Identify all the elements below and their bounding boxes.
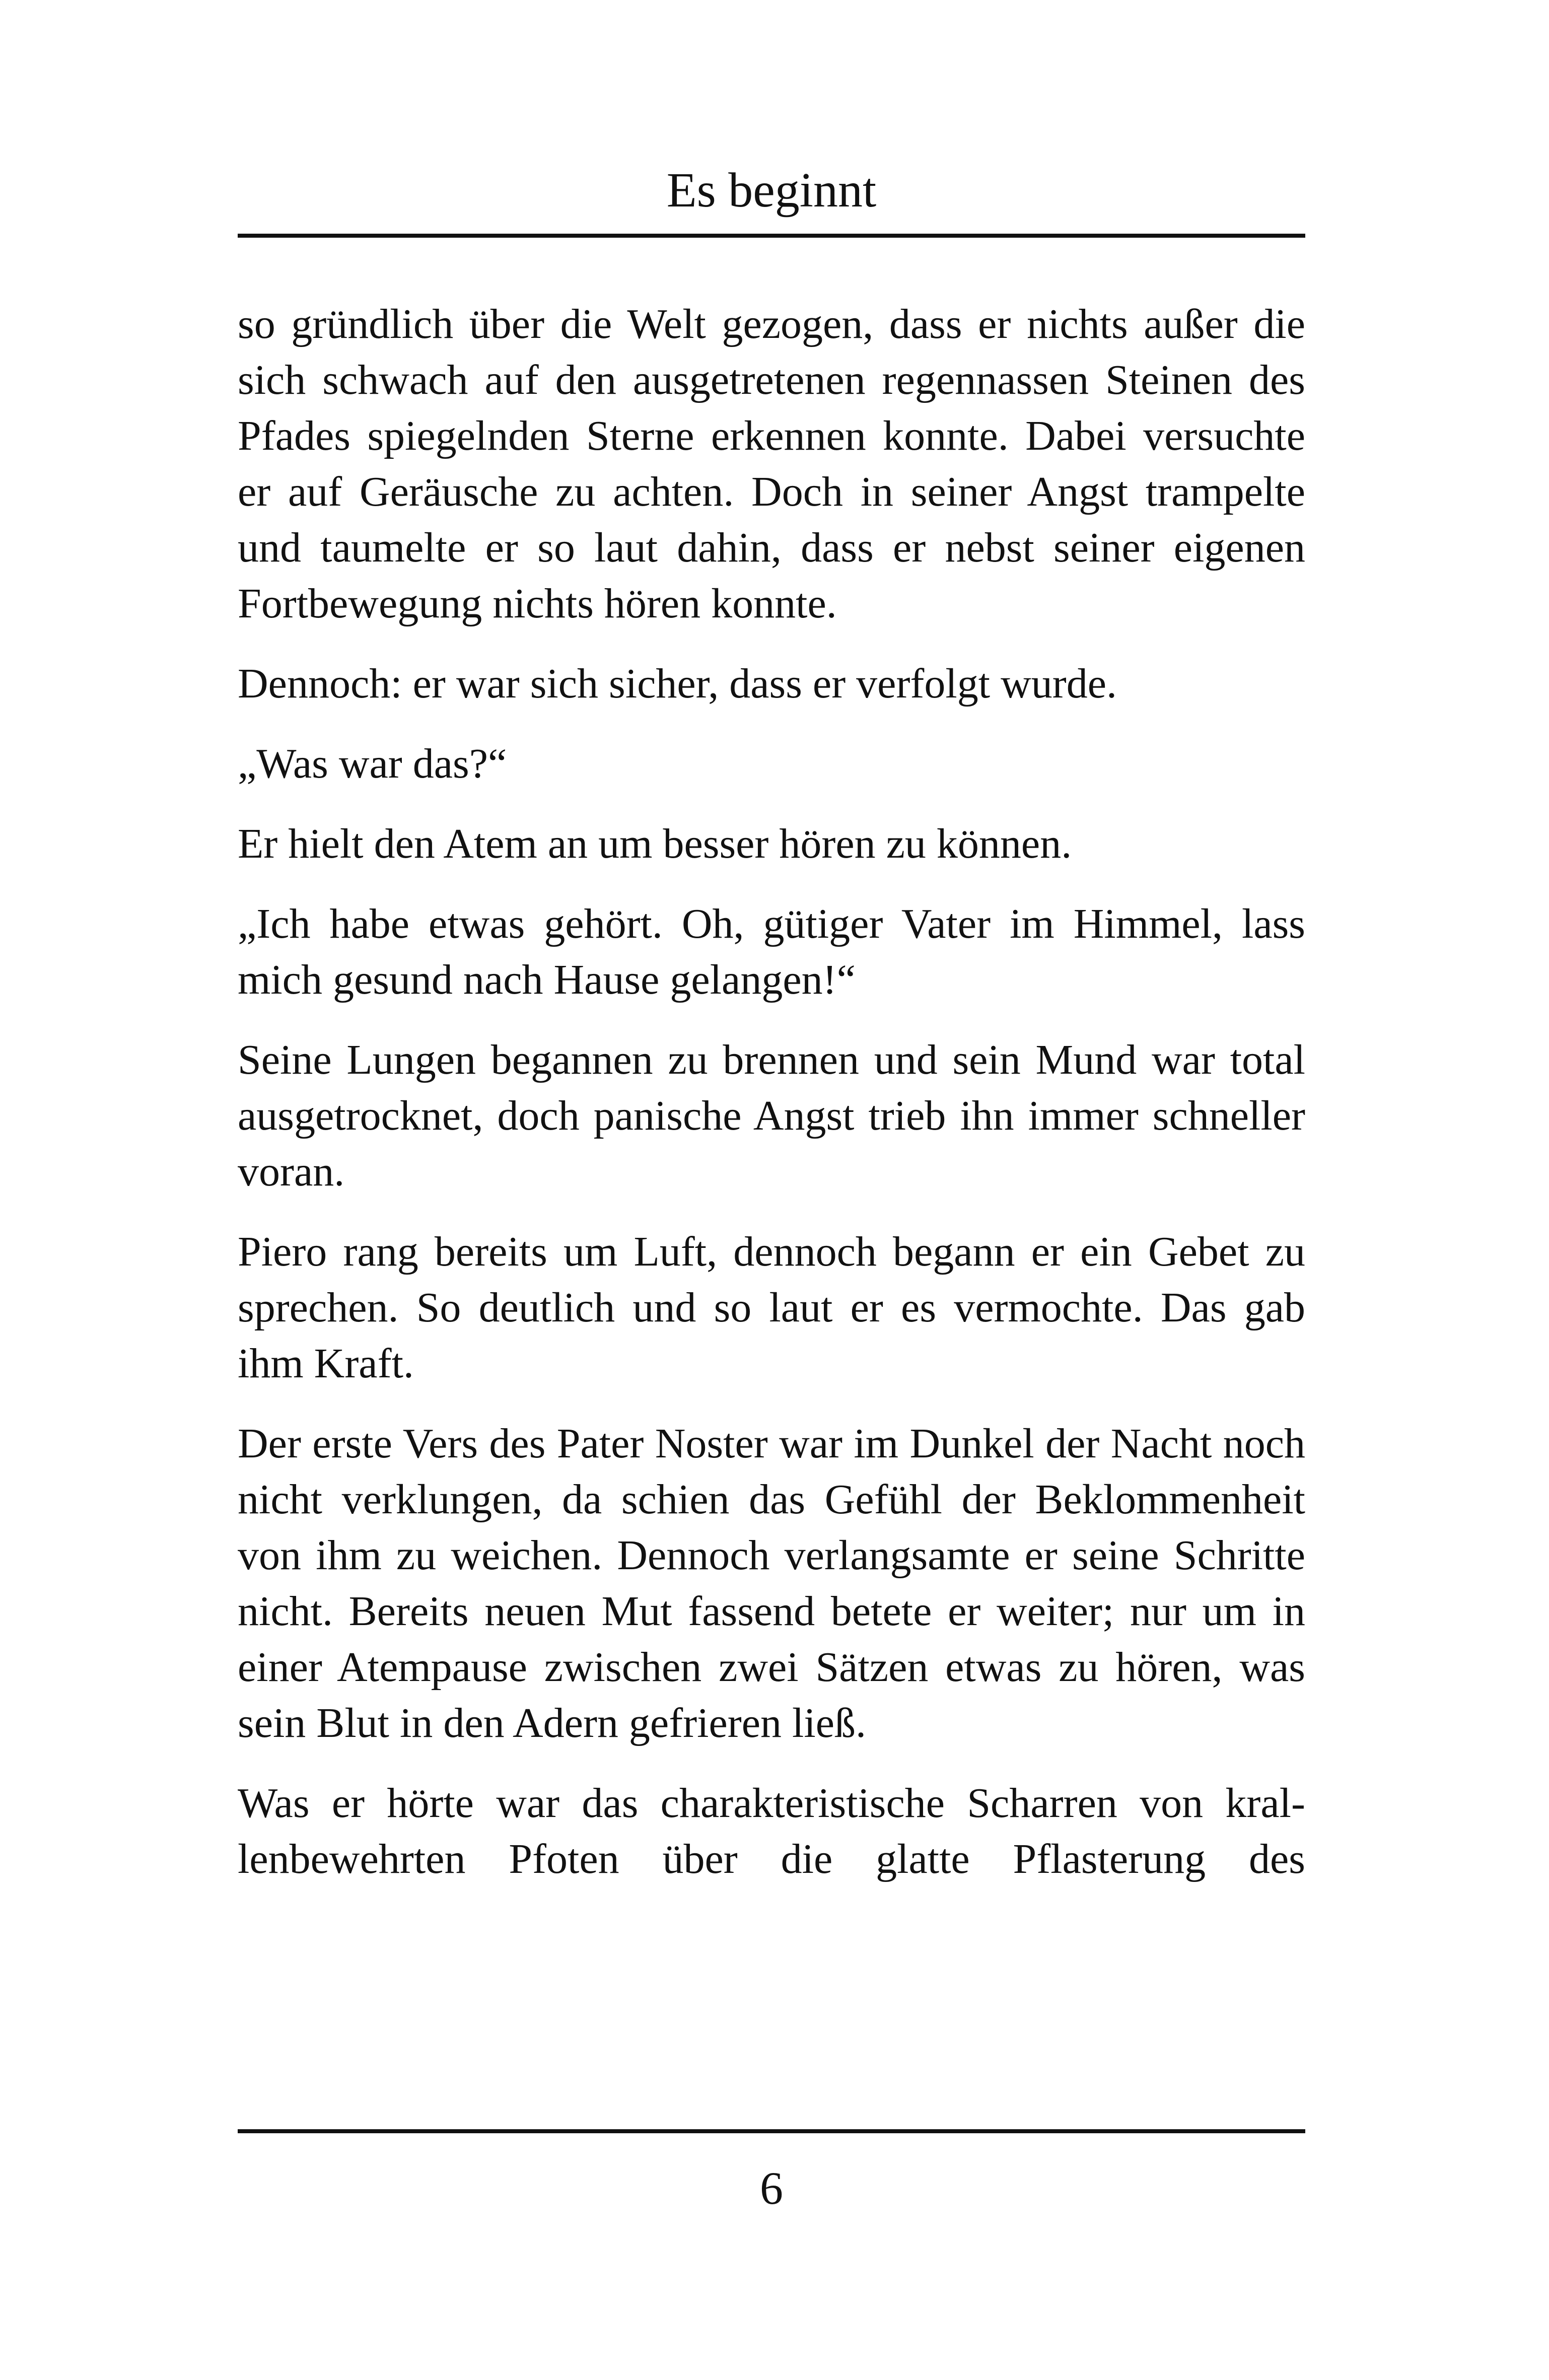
paragraph: Seine Lungen begannen zu brennen und sein Mund war total ausgetrocknet, doch panische Angst trieb ihn immer schneller voran.: [238, 1036, 1305, 1195]
paragraph: „Was war das?“: [238, 740, 507, 787]
header-rule: [238, 234, 1305, 238]
paragraph: so gründlich über die Welt gezogen, dass er nichts außer die sich schwach auf den ausgetretenen regennassen Steinen des Pfades spiegelnden Sterne erkennen konnte. Dabei versuchte er auf Geräusche zu achten. Doch in seiner Angst trampelte und taumelte er so laut dahin, dass er nebst seiner eigenen Fortbewegung nichts hören konnte.: [238, 301, 1305, 627]
paragraph: Dennoch: er war sich sicher, dass er verfolgt wurde.: [238, 660, 1117, 707]
paragraph: Piero rang bereits um Luft, dennoch begann er ein Gebet zu sprechen. So deutlich und so laut er es vermochte. Das gab ihm Kraft.: [238, 1228, 1305, 1387]
page-number: 6: [760, 2162, 783, 2214]
paragraph: Er hielt den Atem an um besser hören zu können.: [238, 820, 1072, 867]
running-head: Es beginnt: [666, 163, 877, 218]
paragraph: Was er hörte war das charakteristische Scharren von kral-lenbewehrten Pfoten über die glatte Pflasterung des: [238, 1780, 1305, 1882]
paragraph: Der erste Vers des Pater Noster war im Dunkel der Nacht noch nicht verklungen, da schien das Gefühl der Beklommenheit von ihm zu weichen. Dennoch verlangsamte er seine Schritte nicht. Bereits neuen Mut fassend betete er weiter; nur um in einer Atempause zwischen zwei Sätzen etwas zu hören, was sein Blut in den Adern gefrieren ließ.: [238, 1420, 1305, 1746]
paragraph: „Ich habe etwas gehört. Oh, gütiger Vater im Himmel, lass mich gesund nach Hause gelangen!“: [238, 900, 1305, 1003]
footer-rule: [238, 2129, 1305, 2133]
body-text: [238, 296, 1305, 1911]
